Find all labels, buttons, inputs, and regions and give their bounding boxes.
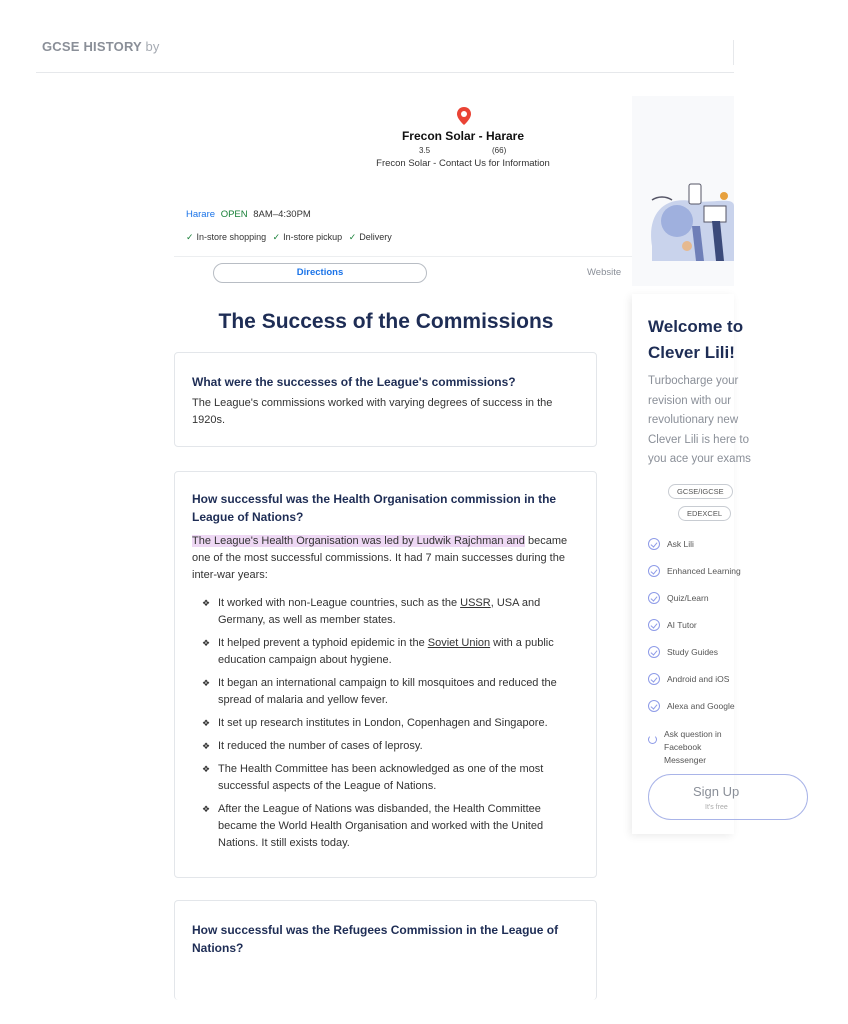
header-divider-vertical [733, 40, 734, 65]
check-circle-icon [648, 646, 660, 658]
list-item [202, 635, 576, 669]
qa-card [174, 352, 597, 447]
illustration-graphic [632, 96, 734, 286]
bullet-diamond-icon: ❖ [202, 804, 211, 814]
ad-service: In-store pickup [283, 232, 343, 242]
list-item-text: It set up research institutes in London, Copenhagen and Singapore. [218, 717, 548, 729]
website-button[interactable]: Website [587, 267, 622, 278]
exam-tag[interactable]: EDEXCEL [678, 506, 731, 521]
panel-description: Turbocharge your revision with our revolutionary new Clever Lili is here to you ace your exams [648, 375, 751, 465]
ad-location[interactable]: Harare [186, 209, 216, 220]
directions-button[interactable]: Directions [213, 263, 427, 283]
ad-services [186, 232, 396, 243]
highlighted-text[interactable]: The League's Health Organisation was led by Ludwik Rajchman and [192, 535, 525, 547]
page-title: The Success of the Commissions [218, 310, 554, 333]
exam-tag[interactable]: GCSE/IGCSE [668, 484, 733, 499]
ad-review-count: (66) [492, 146, 507, 155]
list-item-text: It reduced the number of cases of leprosy. [218, 740, 423, 752]
bullet-diamond-icon: ❖ [202, 764, 211, 774]
list-item [202, 675, 576, 709]
site-title-text: GCSE HISTORY [42, 39, 142, 54]
card-question: What were the successes of the League's commissions? [192, 375, 516, 389]
feature-item [648, 700, 735, 712]
feature-item [648, 538, 694, 550]
card-answer: The League's commissions worked with varying degrees of success in the 1920s. [192, 397, 553, 426]
soviet-union-link[interactable]: Soviet Union [427, 637, 491, 649]
messenger-item [648, 728, 734, 767]
feature-label: Android and iOS [667, 674, 730, 684]
ussr-link[interactable]: USSR [460, 597, 491, 609]
ad-tagline: Frecon Solar - Contact Us for Information [376, 158, 550, 169]
feature-label: Ask Lili [667, 539, 694, 549]
advertisement[interactable] [174, 96, 694, 289]
list-item-text: The Health Committee has been acknowledged as one of the most successful aspects of the League of Nations. [218, 763, 544, 792]
success-list [202, 595, 576, 858]
check-icon: ✓ [348, 232, 357, 242]
check-circle-icon [648, 538, 660, 550]
ad-hours [186, 209, 311, 220]
feature-item [648, 646, 718, 658]
list-item [202, 801, 576, 852]
feature-item [648, 673, 729, 685]
list-item-text: with a public education campaign about hygiene. [218, 637, 554, 666]
list-item [202, 738, 576, 755]
messenger-label: Ask question in Facebook Messenger [664, 729, 722, 765]
feature-label: Study Guides [667, 647, 719, 657]
list-item-text: It worked with non-League countries, such as the [218, 597, 461, 609]
ad-service: In-store shopping [196, 232, 267, 242]
sign-up-button[interactable] [648, 774, 808, 820]
check-circle-icon [648, 700, 660, 712]
sign-up-label: Sign Up [693, 784, 740, 799]
list-item-text: After the League of Nations was disbanded, the Health Committee became the World Health Organisation and worked with the United Nations. It still exists today. [218, 803, 544, 849]
list-item [202, 715, 576, 732]
card-question: How successful was the Refugees Commission in the League of Nations? [192, 923, 559, 955]
panel-title: Welcome to Clever Lili! [648, 317, 744, 362]
feature-label: Enhanced Learning [667, 566, 741, 576]
list-item [202, 595, 576, 629]
ad-rating: 3.5 [419, 146, 431, 155]
site-title-suffix: by [145, 39, 160, 54]
loading-spinner-icon [648, 735, 657, 744]
check-circle-icon [648, 619, 660, 631]
list-item-text: It helped prevent a typhoid epidemic in the [218, 637, 428, 649]
clever-lili-panel [632, 294, 751, 834]
card-answer [192, 533, 586, 584]
check-icon: ✓ [272, 232, 281, 242]
check-circle-icon [648, 673, 660, 685]
ad-open-status: OPEN [220, 209, 248, 220]
bullet-diamond-icon: ❖ [202, 741, 211, 751]
answer-text: became one of the most successful commissions. It had 7 main successes during the inter-war years: [192, 535, 568, 581]
list-item-text: , USA and Germany, as well as member states. [218, 597, 541, 626]
ad-divider [174, 256, 692, 257]
ad-hours-value: 8AM–4:30PM [253, 209, 311, 220]
feature-label: AI Tutor [667, 620, 697, 630]
study-illustration [632, 96, 734, 286]
feature-item [648, 565, 741, 577]
feature-label: Quiz/Learn [667, 593, 709, 603]
feature-item [648, 619, 697, 631]
bullet-diamond-icon: ❖ [202, 678, 211, 688]
list-item-text: It began an international campaign to kill mosquitoes and reduced the spread of malaria and yellow fever. [218, 677, 557, 706]
feature-item [648, 592, 709, 604]
qa-card [174, 900, 597, 1000]
sign-up-sublabel: It's free [705, 804, 728, 811]
check-icon: ✓ [186, 232, 194, 242]
bullet-diamond-icon: ❖ [202, 638, 211, 648]
bullet-diamond-icon: ❖ [202, 598, 211, 608]
list-item [202, 761, 576, 795]
ad-business-name[interactable]: Frecon Solar - Harare [401, 129, 525, 143]
map-pin-icon [457, 107, 471, 125]
feature-label: Alexa and Google [667, 701, 735, 711]
ad-service: Delivery [359, 232, 392, 242]
site-title[interactable] [42, 39, 160, 54]
card-question: How successful was the Health Organisation commission in the League of Nations? [192, 492, 557, 524]
check-circle-icon [648, 565, 660, 577]
bullet-diamond-icon: ❖ [202, 718, 211, 728]
header-divider [36, 72, 734, 73]
check-circle-icon [648, 592, 660, 604]
top-bar [0, 0, 768, 74]
qa-card [174, 471, 597, 878]
